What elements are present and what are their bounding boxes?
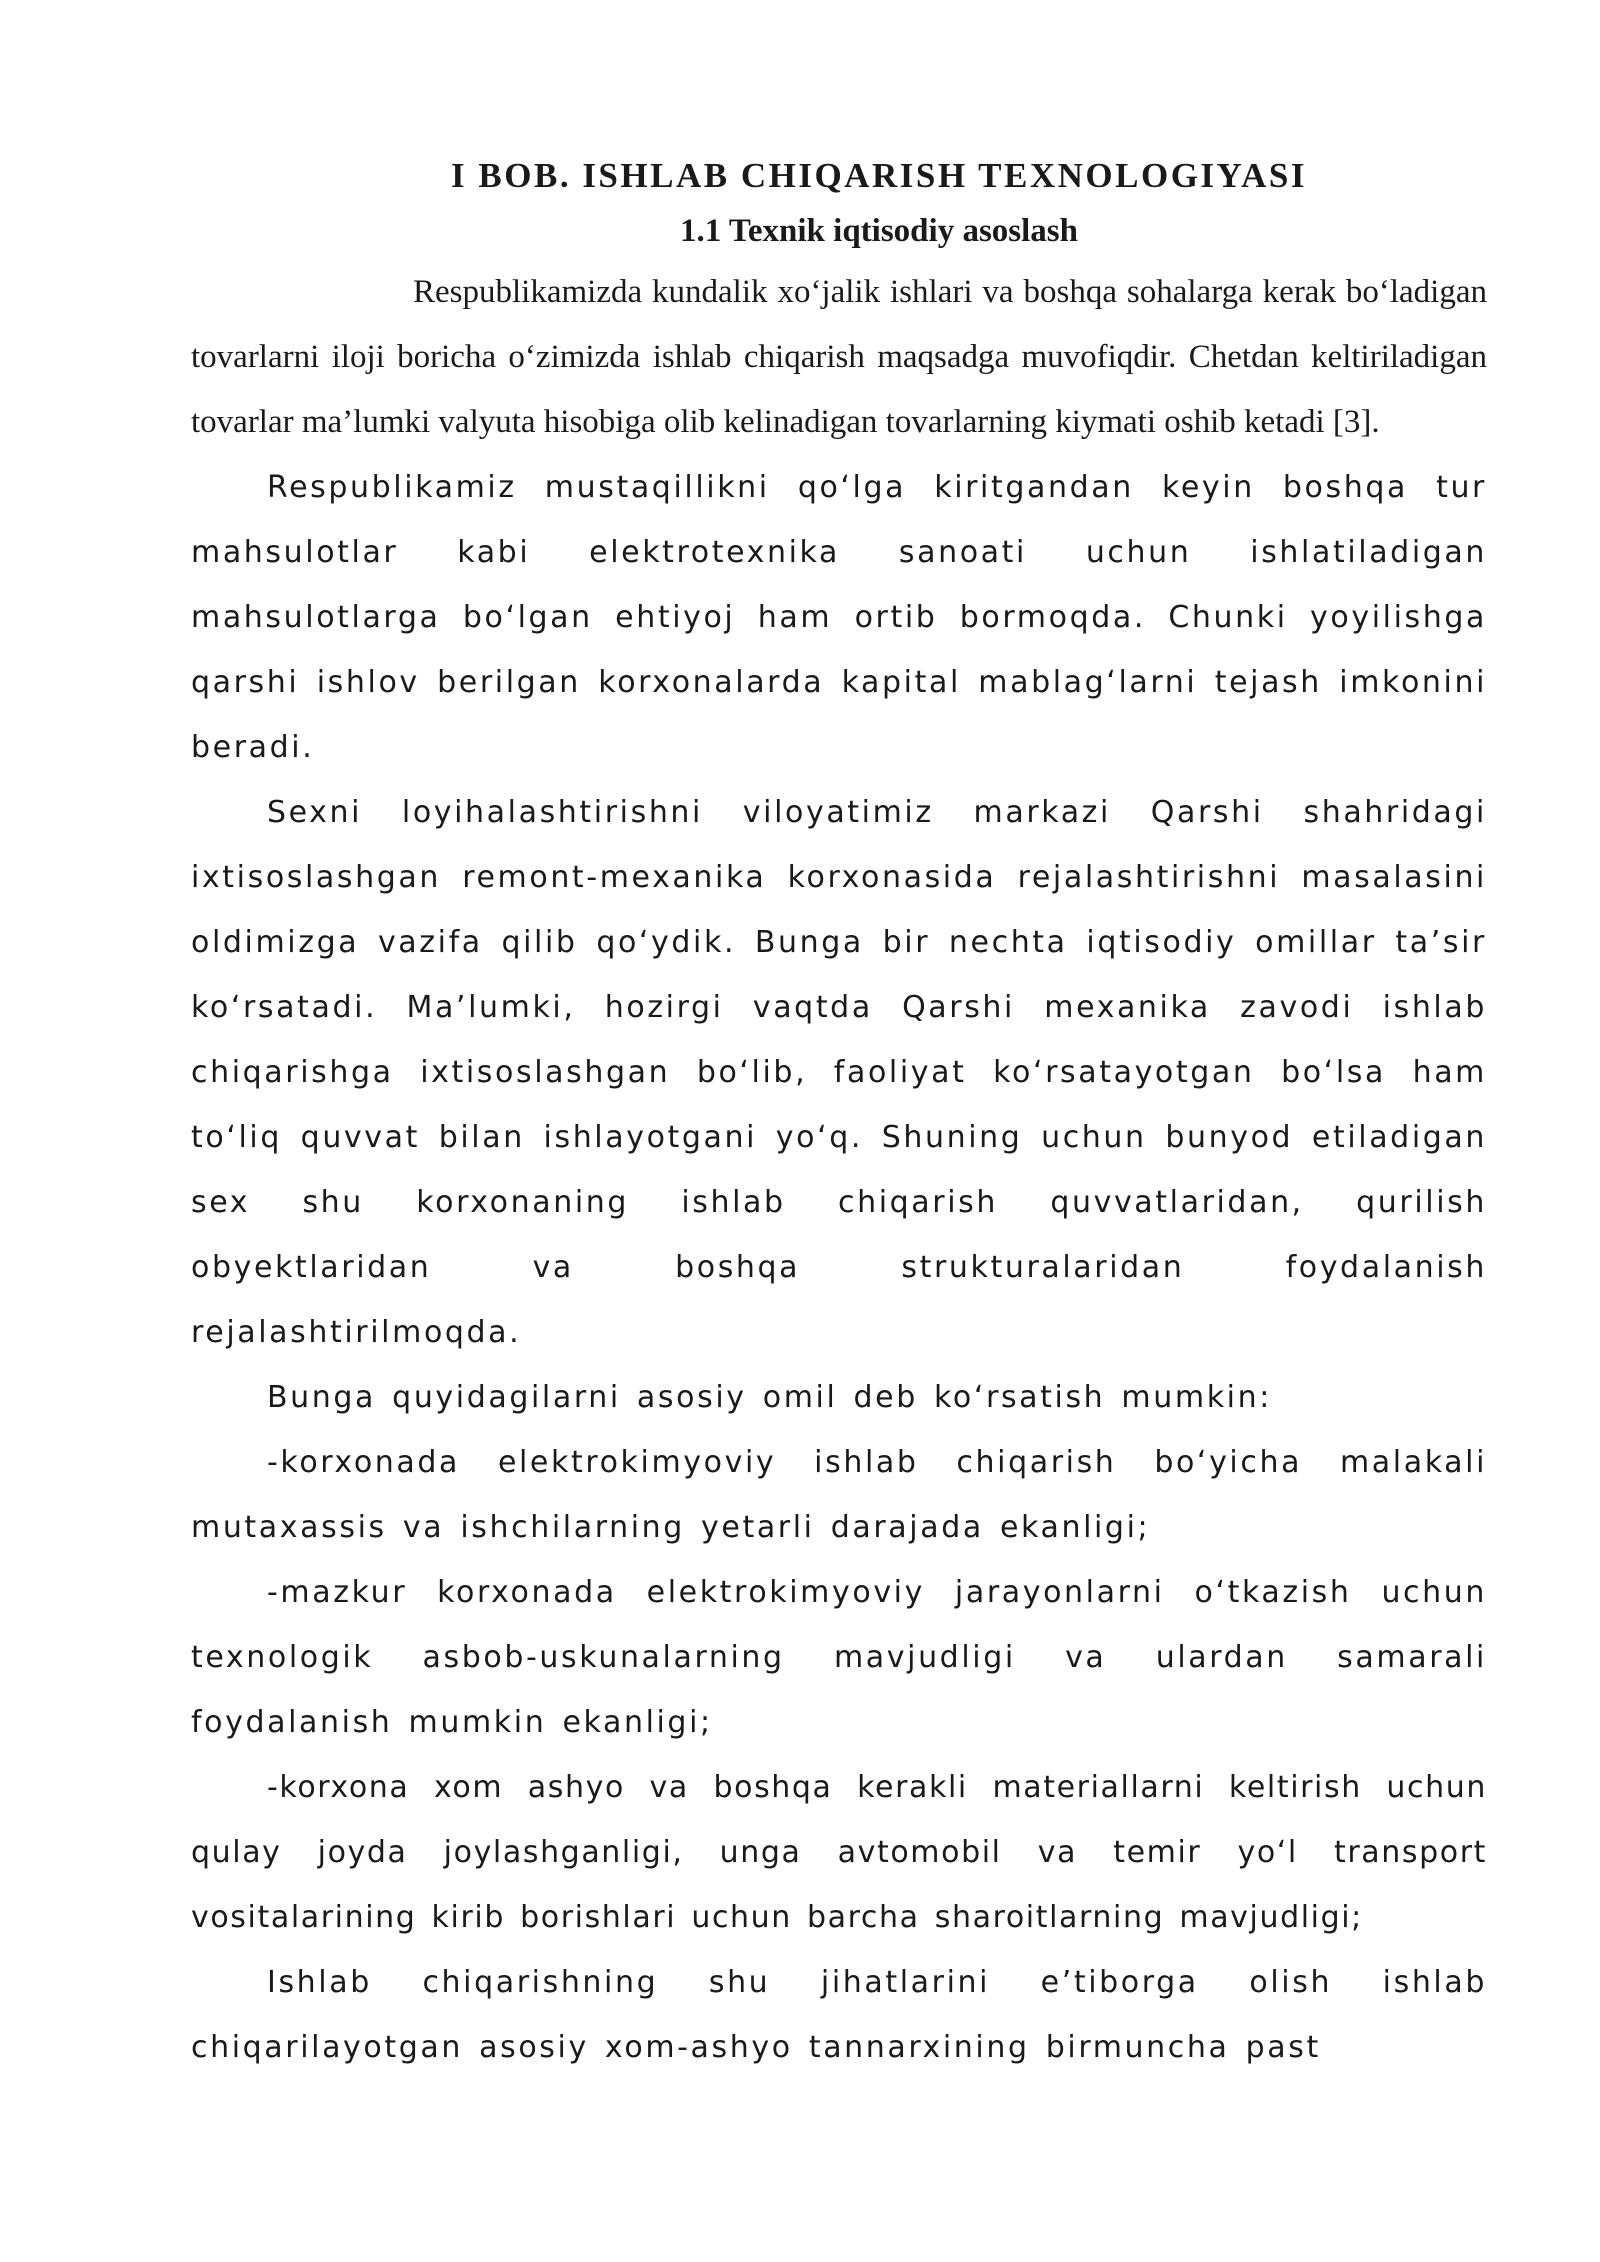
list-item-specialists: -korxonada elektrokimyoviy ishlab chiqarish bo‘yicha malakali mutaxassis va ishchilarning yetarli darajada ekanligi; bbox=[191, 1445, 1487, 1545]
paragraph-workshop-design: Sexni loyihalashtirishni viloyatimiz markazi Qarshi shahridagi ixtisoslashgan remont-mexanika korxonasida rejalashtirishni masalasini oldimizga vazifa qilib qo‘ydik. Bunga bir nechta iqtisodiy omillar ta’sir ko‘rsatadi. Ma’lumki, hozirgi vaqtda Qarshi mexanika zavodi ishlab chiqarishga ixtisoslashgan bo‘lib, faoliyat ko‘rsatayotgan bo‘lsa ham to‘liq quvvat bilan ishlayotgani yo‘q. Shuning uchun bunyod etiladigan sex shu korxonaning ishlab chiqarish quvvatlaridan, qurilish obyektlaridan va boshqa strukturalaridan foydalanish rejalashtirilmoqda. bbox=[191, 795, 1487, 1350]
list-item-location: -korxona xom ashyo va boshqa kerakli materiallarni keltirish uchun qulay joyda joylashganligi, unga avtomobil va temir yo‘l transport vositalarining kirib borishlari uchun barcha sharoitlarning mavjudligi; bbox=[191, 1770, 1487, 1935]
list-item-equipment: -mazkur korxonada elektrokimyoviy jarayonlarni o‘tkazish uchun texnologik asbob-uskunalarning mavjudligi va ulardan samarali foydalanish mumkin ekanligi; bbox=[191, 1575, 1487, 1740]
paragraph-main-factors: Bunga quyidagilarni asosiy omil deb ko‘rsatish mumkin: bbox=[267, 1380, 1272, 1415]
paragraph-intro: Respublikamizda kundalik xo‘jalik ishlari va boshqa sohalarga kerak bo‘ladigan tovarlarni iloji boricha o‘zimizda ishlab chiqarish maqsadga muvofiqdir. Chetdan keltiriladigan tovarlar ma’lumki valyuta hisobiga olib kelinadigan tovarlarning kiymati oshib ketadi [3]. bbox=[191, 274, 1487, 440]
paragraph-independence: Respublikamiz mustaqillikni qo‘lga kiritgandan keyin boshqa tur mahsulotlar kabi elektrotexnika sanoati uchun ishlatiladigan mahsulotlarga bo‘lgan ehtiyoj ham ortib bormoqda. Chunki yoyilishga qarshi ishlov berilgan korxonalarda kapital mablag‘larni tejash imkonini beradi. bbox=[191, 470, 1487, 765]
document-page bbox=[191, 150, 1487, 2080]
paragraph-cost: Ishlab chiqarishning shu jihatlarini e’tiborga olish ishlab chiqarilayotgan asosiy xom-ashyo tannarxining birmuncha past bbox=[191, 1965, 1487, 2065]
chapter-title: I BOB. ISHLAB CHIQARISH TEXNOLOGIYASI bbox=[451, 156, 1307, 195]
section-title: 1.1 Texnik iqtisodiy asoslash bbox=[680, 213, 1078, 249]
